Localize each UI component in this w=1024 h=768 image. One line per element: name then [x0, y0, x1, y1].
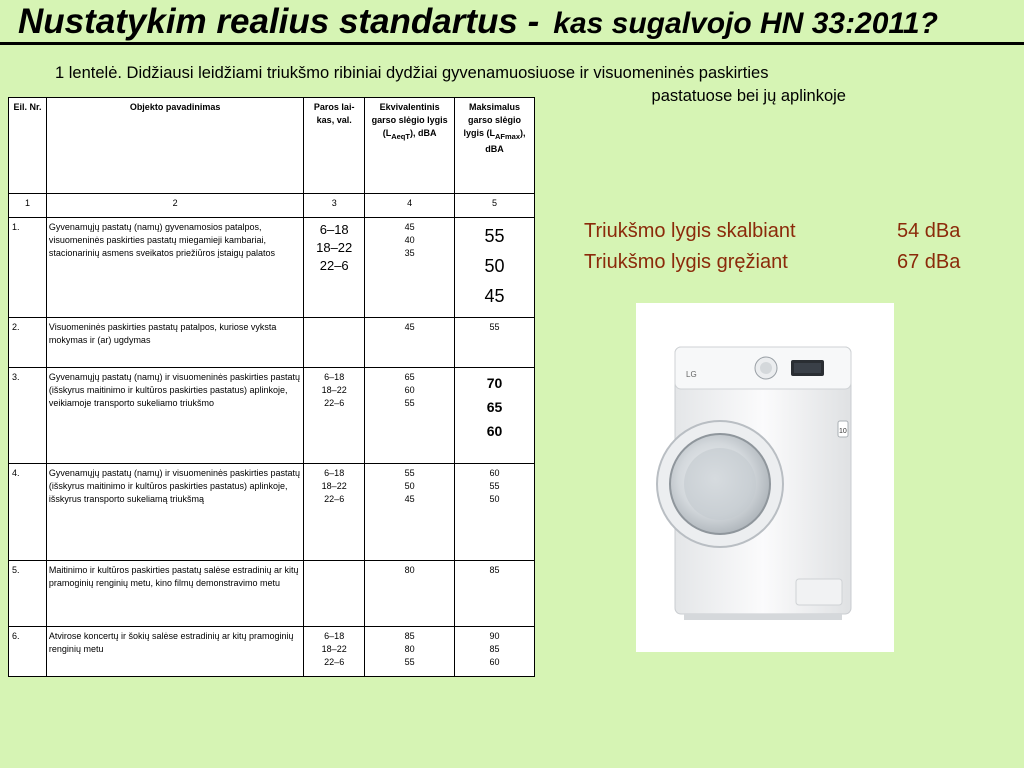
table-row: [9, 561, 535, 627]
header-max: Maksimalus garso slėgio lygis $(L_{AFmax})$, dBA: [455, 98, 535, 194]
row-name: Gyvenamųjų pastatų (namų) ir visuomeninės paskirties pastatų (išskyrus maitinimo ir kultūros paskirties pastatus) aplinkoje, išskyrus transporto sukeliamą triukšmą: [46, 464, 303, 561]
row-nr: 6.: [9, 627, 47, 677]
row-nr: 1.: [9, 218, 47, 318]
column-number-row: [9, 194, 535, 218]
header-name: Objekto pavadinimas: [46, 98, 303, 194]
row-equiv: 45: [365, 318, 455, 368]
row-nr: 2.: [9, 318, 47, 368]
title-bar: [0, 0, 1024, 45]
row-nr: 4.: [9, 464, 47, 561]
colnum: 5: [455, 194, 535, 218]
noise-limits-table: [8, 97, 535, 677]
table-row: [9, 318, 535, 368]
row-name: Visuomeninės paskirties pastatų patalpos, kuriose vyksta mokymas ir (ar) ugdymas: [46, 318, 303, 368]
caption-line-1: 1 lentelė. Didžiausi leidžiami triukšmo ribiniai dydžiai gyvenamuosiuose ir visuomeninės paskirties: [55, 64, 769, 82]
badge-text: 10: [839, 428, 847, 435]
row-time: 6–18 18–22 22–6: [304, 368, 365, 464]
row-equiv: 65 60 55: [365, 368, 455, 464]
wash-noise-label: Triukšmo lygis skalbiant: [584, 220, 796, 242]
header-equiv: Ekvivalentinis garso slėgio lygis $(L_{AeqT})$, dBA: [365, 98, 455, 194]
row-time: 6–18 18–22 22–6: [304, 627, 365, 677]
row-time: 6–18 18–22 22–6: [304, 464, 365, 561]
row-max: 55: [455, 318, 535, 368]
spin-noise-label: Triukšmo lygis gręžiant: [584, 251, 788, 273]
colnum: 3: [304, 194, 365, 218]
row-max: 90 85 60: [455, 627, 535, 677]
table-row: [9, 627, 535, 677]
table-row: [9, 218, 535, 318]
row-equiv: 45 40 35: [365, 218, 455, 318]
row-time: [304, 561, 365, 627]
colnum: 4: [365, 194, 455, 218]
row-nr: 3.: [9, 368, 47, 464]
row-time: [304, 318, 365, 368]
caption-line-2: pastatuose bei jų aplinkoje: [651, 87, 846, 105]
row-equiv: 55 50 45: [365, 464, 455, 561]
noise-info: [584, 216, 984, 278]
wash-noise-value: 54 dBa: [897, 220, 961, 242]
colnum: 1: [9, 194, 47, 218]
row-name: Gyvenamųjų pastatų (namų) ir visuomeninės paskirties pastatų (išskyrus maitinimo ir kultūros paskirties pastatus) aplinkoje, veikiamoje transporto sukeliamo triukšmo: [46, 368, 303, 464]
header-time: Paros lai-kas, val.: [304, 98, 365, 194]
title-sub: kas sugalvojo HN 33:2011?: [553, 7, 938, 40]
row-equiv: 85 80 55: [365, 627, 455, 677]
row-equiv: 80: [365, 561, 455, 627]
row-time: 6–18 18–22 22–6: [304, 218, 365, 318]
row-name: Atvirose koncertų ir šokių salėse estradinių ar kitų pramoginių renginių metu: [46, 627, 303, 677]
table-row: [9, 368, 535, 464]
row-name: Gyvenamųjų pastatų (namų) gyvenamosios patalpos, visuomeninės paskirties pastatų miegamieji kambariai, stacionarinių asmens sveikatos priežiūros įstaigų palatos: [46, 218, 303, 318]
colnum: 2: [46, 194, 303, 218]
row-max: 70 65 60: [455, 368, 535, 464]
title-main: Nustatykim realius standartus -: [18, 2, 540, 41]
row-nr: 5.: [9, 561, 47, 627]
spin-noise-value: 67 dBa: [897, 251, 961, 273]
washing-machine-photo: [636, 303, 894, 652]
header-nr: Eil. Nr.: [9, 98, 47, 194]
washing-machine-image: [636, 303, 894, 652]
table-header-row: [9, 98, 535, 194]
row-name: Maitinimo ir kultūros paskirties pastatų salėse estradinių ar kitų pramoginių renginių metu, kino filmų demonstravimo metu: [46, 561, 303, 627]
wash-noise-row: [584, 216, 984, 247]
spin-noise-row: [584, 247, 984, 278]
table-row: [9, 464, 535, 561]
brand-text: LG: [686, 370, 697, 379]
row-max: 85: [455, 561, 535, 627]
row-max: 55 50 45: [455, 218, 535, 318]
row-max: 60 55 50: [455, 464, 535, 561]
slide-title: [18, 2, 938, 44]
